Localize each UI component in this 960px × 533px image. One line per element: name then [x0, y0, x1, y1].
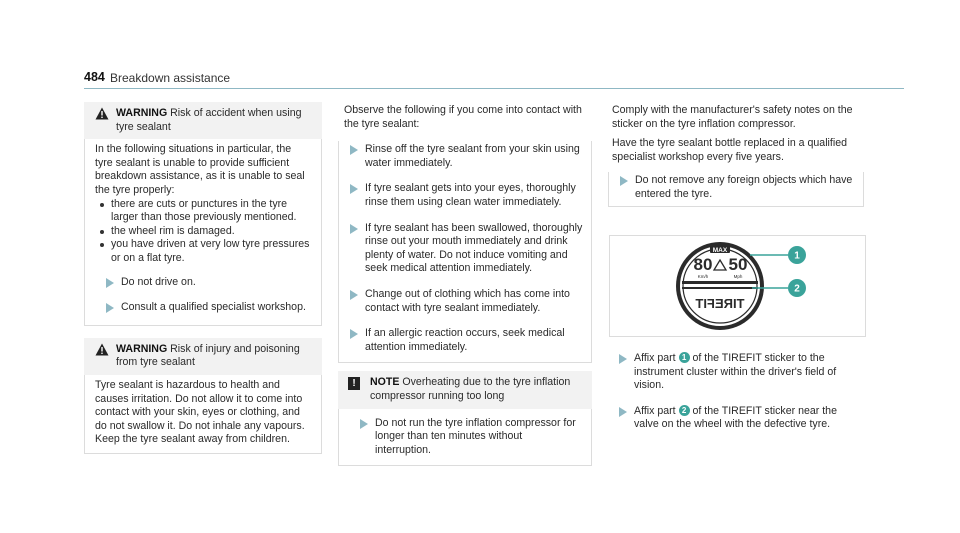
arrow-icon: [350, 184, 358, 194]
page-title: Breakdown assistance: [110, 71, 231, 85]
contact-steps: [338, 141, 592, 363]
sticker-mph-unit: Mph: [733, 274, 743, 279]
column-2: [338, 104, 592, 466]
arrow-icon: [620, 176, 628, 186]
step-text: If tyre sealant has been swallowed, thoroughly rinse out your mouth immediately and drink plenty of water. Do not induce vomiting and seek medical attention immediately.: [365, 221, 583, 275]
instruction-step: [608, 352, 864, 393]
page-number: 484: [84, 70, 105, 84]
note-body: [338, 409, 592, 467]
sticker-max-label: MAX: [712, 247, 728, 254]
tirefit-sticker-illustration: [610, 236, 865, 336]
list-item: the wheel rim is damaged.: [111, 225, 311, 239]
step-text: Do not remove any foreign objects which have entered the tyre.: [635, 174, 853, 200]
step-text: Do not run the tyre inflation compressor for longer than ten minutes without interruption.: [375, 416, 576, 456]
header-rule: [84, 88, 904, 89]
column-3: [608, 104, 864, 207]
arrow-icon: [350, 224, 358, 234]
note-header: [338, 371, 592, 408]
arrow-icon: [350, 145, 358, 155]
instruction-step: [339, 182, 591, 209]
note-box: [338, 371, 592, 466]
warning-heading: Risk of injury and poisoning from tyre sealant: [116, 342, 300, 369]
step-text: Do not drive on.: [121, 275, 196, 288]
instruction-step: [339, 288, 591, 315]
arrow-icon: [360, 419, 368, 429]
column-1: [84, 102, 322, 454]
instruction-step: [339, 143, 591, 170]
callout-2-inline: 2: [679, 405, 690, 416]
sticker-inner-disc: [680, 246, 760, 326]
arrow-icon: [350, 329, 358, 339]
instruction-step: [339, 222, 591, 276]
foreign-object-step-box: [608, 172, 864, 206]
step-text: Change out of clothing which has come into contact with tyre sealant immediately.: [365, 287, 570, 314]
list-item: you have driven at very low tyre pressures or on a flat tyre.: [111, 238, 310, 264]
arrow-icon: [106, 303, 114, 313]
callout-2-label: 2: [794, 283, 800, 295]
step-text-post: of the TIREFIT sticker near the valve on the wheel with the defective tyre.: [634, 404, 837, 431]
arrow-icon: [106, 278, 114, 288]
instruction-step: [339, 327, 591, 354]
instruction-step: [95, 276, 311, 290]
warning-box-injury: [84, 338, 322, 454]
sticker-mph-value: 50: [728, 255, 748, 274]
warning-intro: In the following situations in particular, the tyre sealant is unable to provide sufficient breakdown assistance, as it is unable to seal the tyre properly:: [95, 143, 305, 196]
warning-header: [84, 102, 322, 139]
arrow-icon: [350, 290, 358, 300]
sticker-brand-mirrored: TIREFIT: [695, 296, 745, 311]
tirefit-sticker-figure: [609, 235, 866, 337]
step-text: If tyre sealant gets into your eyes, thoroughly rinse them using clean water immediately.: [365, 182, 576, 208]
instruction-step: [95, 301, 311, 315]
affix-steps: [608, 352, 864, 444]
instruction-step: [609, 174, 863, 201]
sticker-kmh-value: 80: [693, 255, 713, 274]
instruction-step: [349, 417, 581, 458]
step-text: If an allergic reaction occurs, seek medical attention immediately.: [365, 327, 565, 353]
step-text: Rinse off the tyre sealant from your skin using water immediately.: [365, 143, 580, 169]
warning-body: [84, 139, 322, 326]
step-text-pre: Affix part: [634, 404, 676, 417]
list-item: there are cuts or punctures in the tyre larger than those previously mentioned.: [111, 198, 311, 225]
note-label: NOTE: [370, 376, 400, 389]
bottle-replacement-paragraph: Have the tyre sealant bottle replaced in a qualified specialist workshop every five years.: [612, 137, 847, 163]
warning-text: Tyre sealant is hazardous to health and causes irritation. Do not allow it to come into contact with your skin, eyes or clothing, and do not swallow it. Do not inhale any vapours. Keep the tyre sealant away from children.: [95, 378, 305, 446]
step-text-post: of the TIREFIT sticker to the instrument cluster within the driver's field of vision.: [634, 352, 837, 392]
callout-1-label: 1: [794, 250, 800, 262]
warning-heading: Risk of accident when using tyre sealant: [116, 107, 302, 133]
note-heading: Overheating due to the tyre inflation compressor running too long: [370, 376, 571, 402]
warning-label: WARNING: [116, 107, 168, 119]
warning-bullet-list: [95, 198, 311, 266]
sticker-kmh-unit: Km/h: [697, 274, 709, 279]
instruction-step: [608, 405, 864, 432]
warning-body: [84, 375, 322, 454]
arrow-icon: [619, 354, 627, 364]
warning-triangle-icon: [95, 343, 109, 356]
step-text-pre: Affix part: [634, 352, 676, 364]
contact-intro: Observe the following if you come into contact with the tyre sealant:: [344, 104, 582, 130]
safety-notes-paragraph: Comply with the manufacturer's safety notes on the sticker on the tyre inflation compressor.: [612, 104, 853, 130]
warning-label: WARNING: [116, 342, 168, 355]
exclamation-icon: !: [348, 377, 360, 390]
callout-1-inline: 1: [679, 352, 690, 363]
step-text: Consult a qualified specialist workshop.: [121, 301, 306, 314]
warning-header: [84, 338, 322, 375]
warning-triangle-icon: [95, 107, 109, 120]
warning-box-accident: [84, 102, 322, 326]
arrow-icon: [619, 407, 627, 417]
